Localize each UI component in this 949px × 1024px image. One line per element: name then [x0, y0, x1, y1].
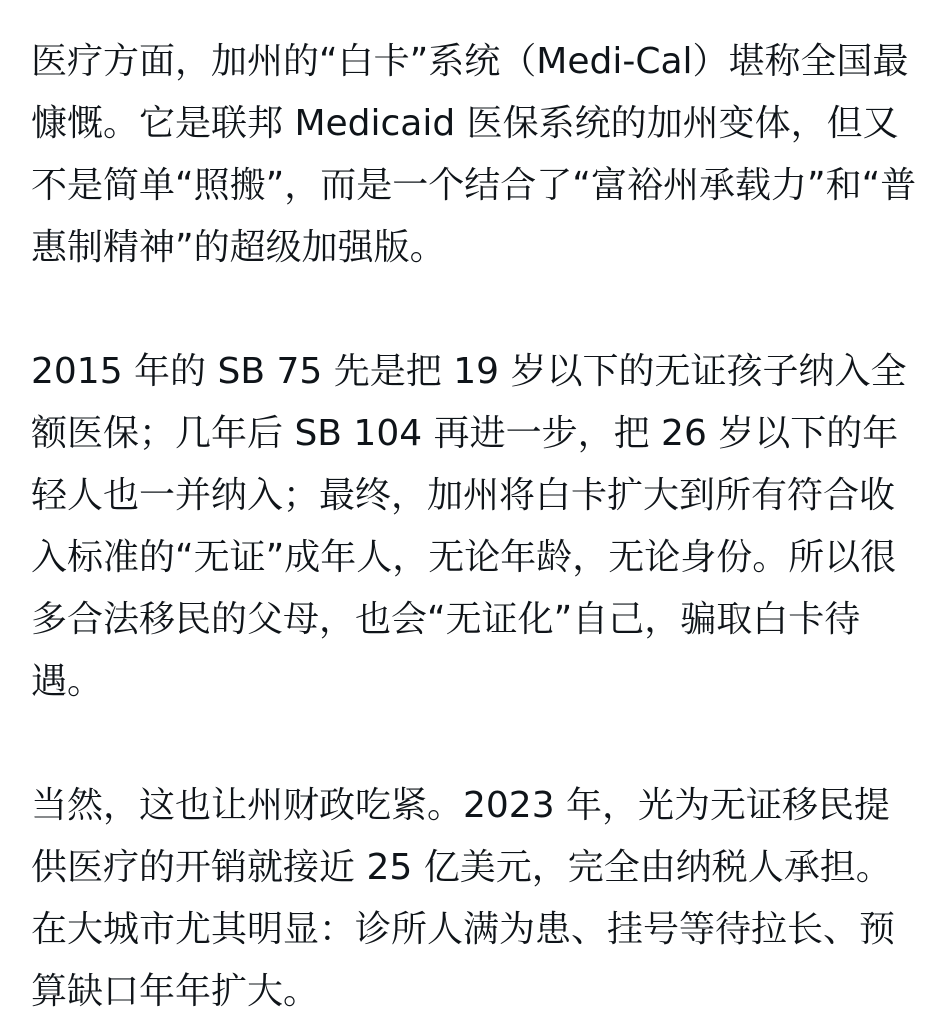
paragraph-spacer: [31, 279, 924, 341]
paragraph-legislation-history: 2015 年的 SB 75 先是把 19 岁以下的无证孩子纳入全额医保；几年后 SB 104 再进一步，把 26 岁以下的年轻人也一并纳入；最终，加州将白卡扩大到所有符合收入标准的“无证”成年人，无论年龄，无论身份。所以很多合法移民的父母，也会“无证化”自己，骗取白卡待遇。: [31, 351, 907, 702]
paragraph-fiscal-impact: 当然，这也让州财政吃紧。2023 年，光为无证移民提供医疗的开销就接近 25 亿美元，完全由纳税人承担。在大城市尤其明显：诊所人满为患、挂号等待拉长、预算缺口年年扩大。: [31, 785, 896, 1012]
paragraph-spacer: [31, 713, 924, 775]
article-body: [31, 31, 924, 1023]
paragraph-medi-cal-intro: 医疗方面，加州的“白卡”系统（Medi-Cal）堪称全国最慷慨。它是联邦 Medicaid 医保系统的加州变体，但又不是简单“照搬”，而是一个结合了“富裕州承载力”和“普惠制精神”的超级加强版。: [31, 41, 917, 268]
